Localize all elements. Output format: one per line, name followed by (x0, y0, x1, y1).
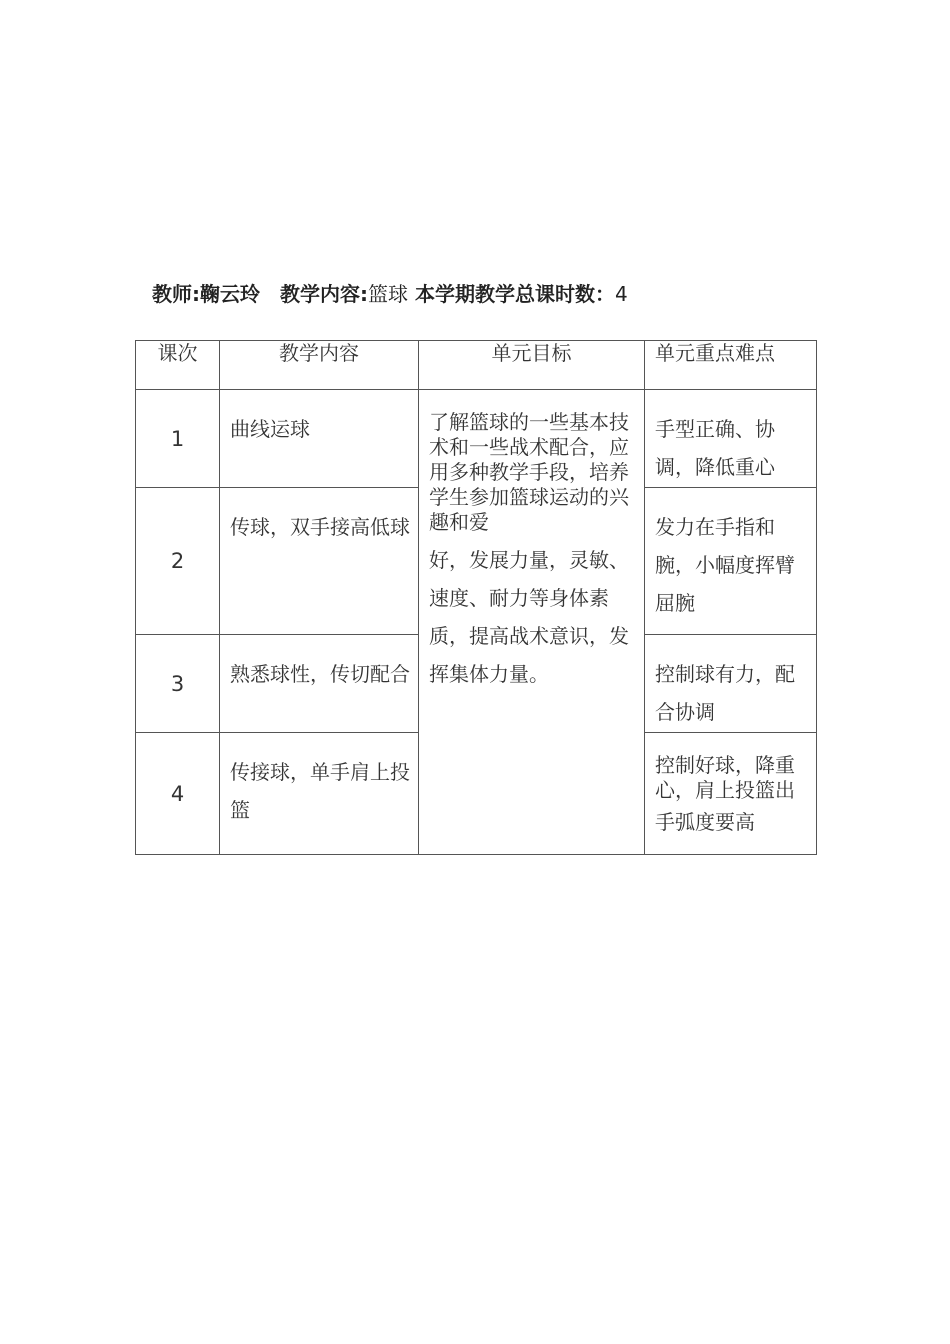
lesson-key-points: 控制球有力，配合协调 (645, 635, 817, 733)
lesson-number: 4 (136, 733, 220, 855)
hours-value: 4 (614, 282, 628, 306)
column-header-content: 教学内容 (220, 341, 419, 390)
unit-goal-text-1: 了解篮球的一些基本技术和一些战术配合，应用多种教学手段，培养学生参加篮球运动的兴趣和爱 (429, 410, 629, 534)
lesson-number: 3 (136, 635, 220, 733)
lesson-key-points: 手型正确、协调，降低重心 (645, 390, 817, 488)
lesson-key-points: 发力在手指和腕，小幅度挥臂屈腕 (645, 488, 817, 635)
column-header-lesson: 课次 (136, 341, 220, 390)
lesson-number: 1 (136, 390, 220, 488)
lesson-key-points-b: 手弧度要高 (655, 810, 755, 834)
teacher-name: 鞠云玲 (200, 282, 260, 306)
table-row (136, 390, 817, 488)
unit-goal-cell (419, 390, 645, 855)
teacher-label: 教师: (152, 282, 200, 306)
lesson-content: 熟悉球性，传切配合 (220, 635, 419, 733)
lesson-content: 传球，双手接高低球 (220, 488, 419, 635)
column-header-key-points: 单元重点难点 (645, 341, 817, 390)
lesson-content: 曲线运球 (220, 390, 419, 488)
unit-goal-text-2: 好，发展力量，灵敏、速度、耐力等身体素质，提高战术意识，发挥集体力量。 (429, 548, 629, 686)
teaching-plan-table (135, 340, 817, 855)
lesson-number: 2 (136, 488, 220, 635)
content-label: 教学内容: (280, 282, 368, 306)
table-header-row (136, 341, 817, 390)
lesson-key-points-a: 控制好球，降重心，肩上投篮出 (655, 753, 795, 802)
lesson-key-points (645, 733, 817, 855)
document-header (152, 281, 628, 307)
hours-label: 本学期教学总课时数： (414, 282, 615, 306)
content-value: 篮球 (368, 282, 408, 306)
column-header-goal: 单元目标 (419, 341, 645, 390)
lesson-content: 传接球，单手肩上投篮 (220, 733, 419, 855)
